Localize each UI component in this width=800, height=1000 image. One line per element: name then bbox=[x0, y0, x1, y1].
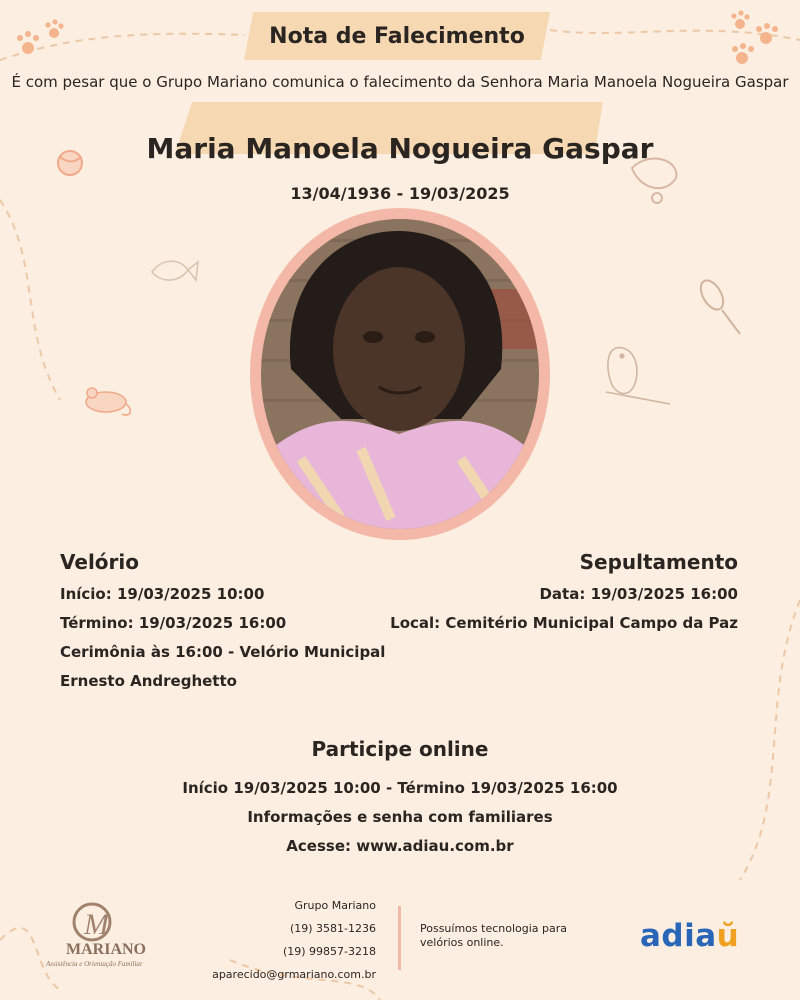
sepultamento-title: Sepultamento bbox=[579, 550, 738, 574]
adiau-logo[interactable] bbox=[640, 918, 760, 958]
velorio-inicio: Início: 19/03/2025 10:00 bbox=[60, 585, 265, 603]
velorio-local: Ernesto Andreghetto bbox=[60, 672, 237, 690]
adiau-logo-accent: ŭ bbox=[716, 918, 740, 954]
online-details bbox=[100, 774, 700, 861]
online-title: Participe online bbox=[311, 737, 489, 761]
phone-2[interactable]: (19) 99857-3218 bbox=[282, 945, 376, 958]
fish-icon bbox=[152, 261, 198, 280]
mariano-logo-text: MARIANO bbox=[66, 941, 146, 958]
sepultamento-data: Data: 19/03/2025 16:00 bbox=[539, 585, 738, 603]
bird-icon bbox=[606, 348, 670, 404]
velorio-details bbox=[60, 580, 390, 696]
phone-1[interactable]: (19) 3581-1236 bbox=[289, 922, 376, 935]
intro-line-1: É com pesar que o Grupo Mariano comunica o falecimento da Senhora Maria Manoela Nogueira Gaspar bbox=[11, 73, 789, 91]
tech-note: Possuímos tecnologia para velórios online. bbox=[420, 922, 568, 949]
ball-icon bbox=[58, 151, 82, 175]
email-link[interactable]: aparecido@grmariano.com.br bbox=[212, 968, 376, 981]
velorio-termino: Término: 19/03/2025 16:00 bbox=[60, 614, 287, 632]
mariano-logo-tagline: Assistência e Orientação Familiar bbox=[46, 960, 143, 968]
deceased-photo bbox=[261, 219, 539, 529]
company-name: Grupo Mariano bbox=[294, 899, 376, 912]
svg-text:M: M bbox=[84, 908, 109, 941]
life-dates: 13/04/1936 - 19/03/2025 bbox=[290, 184, 510, 203]
velorio-title: Velório bbox=[60, 550, 140, 574]
sepultamento-details bbox=[358, 580, 738, 638]
sepultamento-local: Local: Cemitério Municipal Campo da Paz bbox=[390, 614, 738, 632]
mouse-icon bbox=[86, 388, 130, 415]
online-info: Informações e senha com familiares bbox=[247, 808, 553, 826]
velorio-cerimonia: Cerimônia às 16:00 - Velório Municipal bbox=[60, 643, 386, 661]
footer-divider bbox=[398, 906, 401, 970]
collar-icon bbox=[632, 159, 676, 203]
online-link[interactable]: Acesse: www.adiau.com.br bbox=[286, 837, 514, 855]
deceased-name: Maria Manoela Nogueira Gaspar bbox=[146, 132, 654, 165]
brush-icon bbox=[696, 277, 740, 334]
online-horario: Início 19/03/2025 10:00 - Término 19/03/2025 16:00 bbox=[182, 779, 618, 797]
mariano-logo bbox=[44, 902, 156, 972]
page-title: Nota de Falecimento bbox=[269, 23, 525, 49]
adiau-logo-main: adia bbox=[640, 918, 717, 954]
contact-block bbox=[200, 894, 376, 986]
